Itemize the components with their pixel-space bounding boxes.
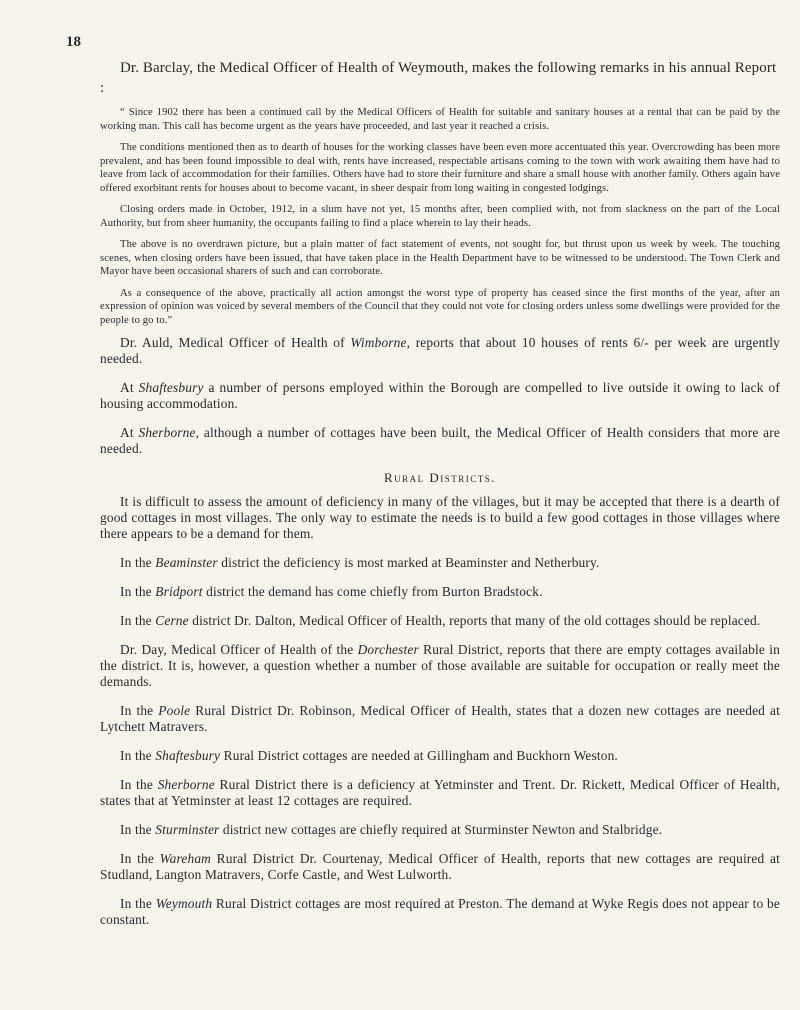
page-number: 18 xyxy=(66,34,81,50)
paragraph-shaftesbury-rural: In the Shaftesbury Rural District cottages are needed at Gillingham and Buckhorn Weston. xyxy=(120,748,618,763)
quote-paragraph: “ Since 1902 there has been a continued call by the Medical Officers of Health for suitable and sanitary houses at a rental that can be paid by the working man. This call has become urgent as the years have proceeded, and last year it reached a crisis. xyxy=(100,107,780,132)
paragraph-wareham: In the Wareham Rural District Dr. Courtenay, Medical Officer of Health, reports that new cottages are required at Studland, Langton Matravers, Corfe Castle, and West Lulworth. xyxy=(100,851,780,882)
quote-paragraph: The conditions mentioned then as to dearth of houses for the working classes have been even more accentuated this year. Overcrowding has been more prevalent, and has been found impossible to deal with, rents have increased, respectable artisans coming to the town with work awaiting them have had to leave from lack of accommodation for their families. Others have had to store their furniture and share a small house with another family. Others again have offered exorbitant rents for houses about to become vacant, in sheer despair from long waiting in congested lodgings. xyxy=(100,142,780,194)
paragraph-cerne: In the Cerne district Dr. Dalton, Medical Officer of Health, reports that many of the old cottages should be replaced. xyxy=(120,613,761,628)
paragraph-rural-intro: It is difficult to assess the amount of deficiency in many of the villages, but it may be accepted that there is a dearth of good cottages in most villages. The only way to estimate the needs is to build a few good cottages in those villages where there appears to be a demand for them. xyxy=(100,494,780,541)
quote-paragraph: The above is no overdrawn picture, but a plain matter of fact statement of events, not sought for, but thrust upon us week by week. The touching scenes, when closing orders have been issued, that have taken place in the Health Department have to be witnessed to be understood. The Town Clerk and Mayor have been occasional sharers of such and can corroborate. xyxy=(100,239,780,277)
paragraph-sherborne: At Sherborne, although a number of cottages have been built, the Medical Officer of Health considers that more are needed. xyxy=(100,425,780,456)
paragraph-dorchester: Dr. Day, Medical Officer of Health of the Dorchester Rural District, reports that there are empty cottages available in the district. It is, however, a question whether a number of those available are suitable for occupation or really meet the demands. xyxy=(100,642,780,689)
paragraph-wimborne: Dr. Auld, Medical Officer of Health of Wimborne, reports that about 10 houses of rents 6/- per week are urgently needed. xyxy=(100,335,780,366)
intro-paragraph: Dr. Barclay, the Medical Officer of Health of Weymouth, makes the following remarks in his annual Report : xyxy=(100,60,777,96)
paragraph-weymouth: In the Weymouth Rural District cottages are most required at Preston. The demand at Wyke Regis does not appear to be constant. xyxy=(100,896,780,927)
paragraph-sturminster: In the Sturminster district new cottages are chiefly required at Sturminster Newton and Stalbridge. xyxy=(120,822,663,837)
paragraph-beaminster: In the Beaminster district the deficiency is most marked at Beaminster and Netherbury. xyxy=(120,555,600,570)
quoted-report xyxy=(100,106,780,327)
quote-paragraph: Closing orders made in October, 1912, in a slum have not yet, 15 months after, been complied with, not from slackness on the part of the Local Authority, but from sheer humanity, the occupants failing to find a place wherein to lay their heads. xyxy=(100,204,780,229)
page-content xyxy=(100,58,780,941)
paragraph-bridport: In the Bridport district the demand has come chiefly from Burton Bradstock. xyxy=(120,584,543,599)
paragraph-sherborne-rural: In the Sherborne Rural District there is a deficiency at Yetminster and Trent. Dr. Rickett, Medical Officer of Health, states that at Yetminster at least 12 cottages are required. xyxy=(100,777,780,808)
section-heading-rural-districts: Rural Districts. xyxy=(383,470,497,485)
quote-paragraph: As a consequence of the above, practically all action amongst the worst type of property has ceased since the first months of the year, after an expression of opinion was voiced by several members of the Council that they could not vote for closing orders unless some dwellings were provided for the people to go to.” xyxy=(100,287,781,326)
paragraph-poole: In the Poole Rural District Dr. Robinson, Medical Officer of Health, states that a dozen new cottages are needed at Lytchett Matravers. xyxy=(100,703,780,734)
paragraph-shaftesbury: At Shaftesbury a number of persons employed within the Borough are compelled to live outside it owing to lack of housing accommodation. xyxy=(100,380,780,411)
